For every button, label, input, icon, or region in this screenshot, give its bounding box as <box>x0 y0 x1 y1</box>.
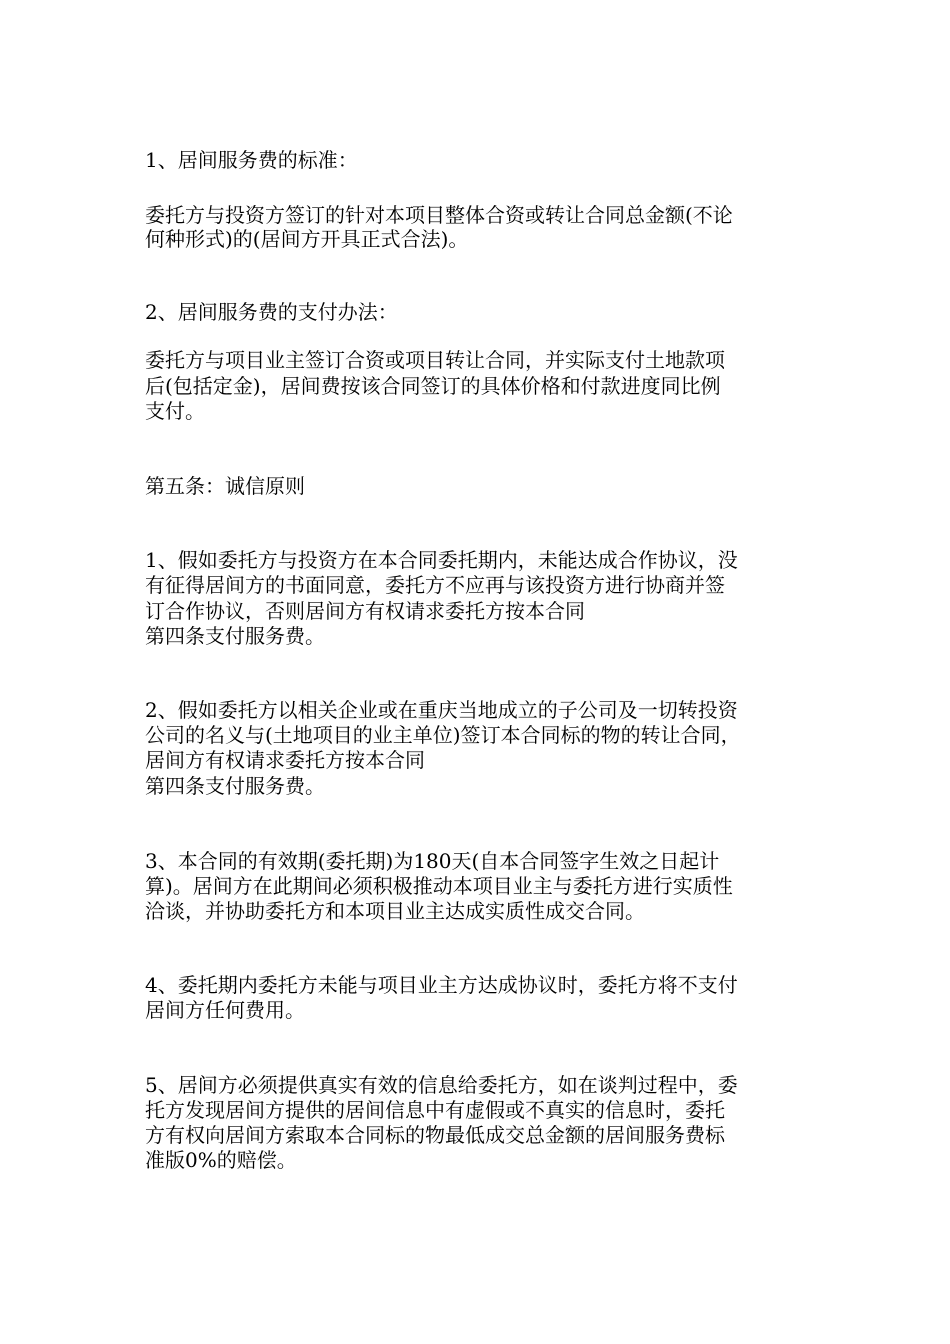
text-line: 有征得居间方的书面同意，委托方不应再与该投资方进行协商并签 <box>145 573 725 597</box>
text-line: 后(包括定金)，居间费按该合同签订的具体价格和付款进度同比例 <box>145 374 721 398</box>
text-line: 洽谈，并协助委托方和本项目业主达成实质性成交合同。 <box>145 899 645 923</box>
text-line: 3、本合同的有效期(委托期)为180天(自本合同签字生效之日起计 <box>145 849 720 873</box>
text-line: 支付。 <box>145 399 205 423</box>
text-line: 1、居间服务费的标准： <box>145 148 358 172</box>
text-line: 方有权向居间方索取本合同标的物最低成交总金额的居间服务费标 <box>145 1123 725 1147</box>
text-line: 5、居间方必须提供真实有效的信息给委托方，如在谈判过程中，委 <box>145 1073 738 1097</box>
text-line: 4、委托期内委托方未能与项目业主方达成协议时，委托方将不支付 <box>145 973 738 997</box>
text-line: 何种形式)的(居间方开具正式合法)。 <box>145 227 469 251</box>
text-line: 准版0%的赔偿。 <box>145 1148 297 1172</box>
text-line: 委托方与项目业主签订合资或项目转让合同，并实际支付土地款项 <box>145 348 725 372</box>
text-line: 订合作协议，否则居间方有权请求委托方按本合同 <box>145 599 585 623</box>
text-line: 公司的名义与(土地项目的业主单位)签订本合同标的物的转让合同， <box>145 723 741 747</box>
text-line: 第五条：诚信原则 <box>145 474 305 498</box>
text-line: 算)。居间方在此期间必须积极推动本项目业主与委托方进行实质性 <box>145 874 733 898</box>
text-line: 居间方有权请求委托方按本合同 <box>145 748 425 772</box>
text-line: 第四条支付服务费。 <box>145 624 325 648</box>
text-line: 托方发现居间方提供的居间信息中有虚假或不真实的信息时，委托 <box>145 1098 725 1122</box>
text-line: 居间方任何费用。 <box>145 998 305 1022</box>
text-line: 1、假如委托方与投资方在本合同委托期内，未能达成合作协议，没 <box>145 548 738 572</box>
text-line: 2、居间服务费的支付办法： <box>145 300 398 324</box>
text-line: 2、假如委托方以相关企业或在重庆当地成立的子公司及一切转投资 <box>145 698 738 722</box>
text-line: 第四条支付服务费。 <box>145 774 325 798</box>
text-line: 委托方与投资方签订的针对本项目整体合资或转让合同总金额(不论 <box>145 203 733 227</box>
